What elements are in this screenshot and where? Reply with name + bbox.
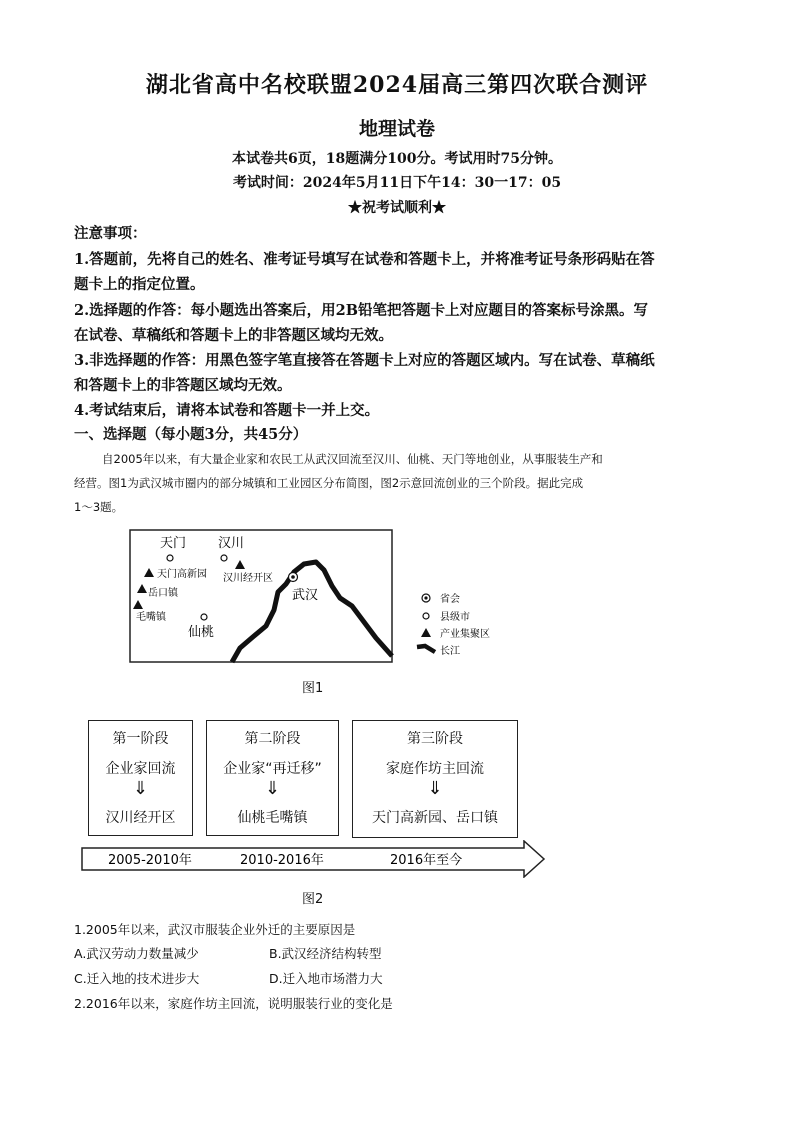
- note-line: 1.答题前，先将自己的姓名、准考证号填写在试卷和答题卡上，并将准考证号条形码贴在答: [74, 251, 655, 268]
- exam-title: 湖北省高中名校联盟2024届高三第四次联合测评: [145, 72, 649, 98]
- note-line: 和答题卡上的非答题区域均无效。: [74, 377, 292, 394]
- down-arrow-icon: ⇓: [264, 778, 281, 799]
- stage-line1: 企业家“再迁移”: [223, 761, 322, 777]
- question-1-option-c: C.迁入地的技术进步大: [74, 971, 200, 986]
- hanchuan-zone-label: 汉川经开区: [223, 573, 273, 584]
- question-1-option-a: A.武汉劳动力数量减少: [74, 946, 199, 961]
- intro-line: 经营。图1为武汉城市圈内的部分城镇和工业园区分布简图，图2示意回流创业的三个阶段。据此完成: [74, 476, 584, 490]
- stage-line2: 仙桃毛嘴镇: [237, 810, 308, 826]
- timeline-label: 2010-2016年: [240, 853, 324, 868]
- note-line: 4.考试结束后，请将本试卷和答题卡一并上交。: [74, 402, 380, 419]
- wuhan-capital-dot: [291, 575, 295, 579]
- figure1-caption: 图1: [302, 681, 324, 696]
- stage-box-1: [88, 720, 193, 836]
- note-line: 在试卷、草稿纸和答题卡上的非答题区域均无效。: [74, 327, 393, 344]
- question-1-option-d: D.迁入地市场潜力大: [269, 971, 383, 986]
- yuekou-label: 岳口镇: [148, 588, 178, 599]
- xiantao-label: 仙桃: [188, 625, 215, 640]
- note-line: 2.选择题的作答：每小题选出答案后，用2B铅笔把答题卡上对应题目的答案标号涂黑。写: [74, 302, 648, 319]
- xiantao-city-marker: [201, 614, 207, 620]
- stage-line2: 天门高新园、岳口镇: [372, 810, 498, 826]
- figure2-caption: 图2: [302, 892, 324, 907]
- legend-county-icon: [423, 613, 429, 619]
- question-1-stem: 1.2005年以来，武汉市服装企业外迁的主要原因是: [74, 922, 356, 937]
- legend-river-icon: [417, 646, 435, 652]
- legend-county-label: 县级市: [440, 612, 470, 623]
- timeline-label: 2005-2010年: [108, 853, 192, 868]
- legend-capital-label: 省会: [440, 594, 460, 605]
- wuhan-label: 武汉: [292, 588, 319, 603]
- exam-info-pages: 本试卷共6页，18题满分100分。考试用时75分钟。: [232, 151, 562, 167]
- hanchuan-label: 汉川: [218, 536, 245, 551]
- note-line: 题卡上的指定位置。: [74, 276, 205, 293]
- down-arrow-icon: ⇓: [132, 778, 149, 799]
- maozui-label: 毛嘴镇: [136, 612, 166, 623]
- question-1-option-b: B.武汉经济结构转型: [269, 946, 382, 961]
- stage-line2: 汉川经开区: [105, 810, 176, 826]
- timeline-label: 2016年至今: [390, 853, 463, 868]
- exam-info-time: 考试时间：2024年5月11日下午14：30一17：05: [232, 175, 562, 191]
- stage-title: 第一阶段: [112, 731, 169, 747]
- section-heading: 一、选择题（每小题3分，共45分）: [74, 426, 308, 443]
- tianmen-label: 天门: [160, 536, 187, 551]
- question-2-stem: 2.2016年以来，家庭作坊主回流，说明服装行业的变化是: [74, 996, 393, 1011]
- stage-title: 第二阶段: [244, 731, 301, 747]
- stage-box-3: [352, 720, 518, 838]
- exam-wish: ★祝考试顺利★: [348, 200, 446, 216]
- stage-line1: 家庭作坊主回流: [386, 761, 484, 777]
- hanchuan-city-marker: [221, 555, 227, 561]
- figure1-map: [128, 528, 518, 668]
- legend-capital-icon-dot: [424, 596, 427, 599]
- tianmen-city-marker: [167, 555, 173, 561]
- legend-river-label: 长江: [440, 646, 460, 657]
- down-arrow-icon: ⇓: [427, 778, 443, 799]
- timeline-arrow: [80, 840, 550, 878]
- notes-heading: 注意事项：: [74, 225, 147, 242]
- legend-cluster-label: 产业集聚区: [440, 629, 490, 640]
- note-line: 3.非选择题的作答：用黑色签字笔直接答在答题卡上对应的答题区域内。写在试卷、草稿纸: [74, 352, 655, 369]
- stage-line1: 企业家回流: [105, 761, 176, 777]
- tianmen-park-label: 天门高新园: [157, 569, 207, 580]
- intro-line: 1～3题。: [74, 500, 124, 514]
- stage-title: 第三阶段: [407, 731, 463, 747]
- exam-subject: 地理试卷: [358, 118, 435, 140]
- intro-line: 自2005年以来，有大量企业家和农民工从武汉回流至汉川、仙桃、天门等地创业，从事服装生产和: [102, 452, 603, 466]
- legend-cluster-icon: [421, 628, 431, 637]
- stage-box-2: [206, 720, 339, 836]
